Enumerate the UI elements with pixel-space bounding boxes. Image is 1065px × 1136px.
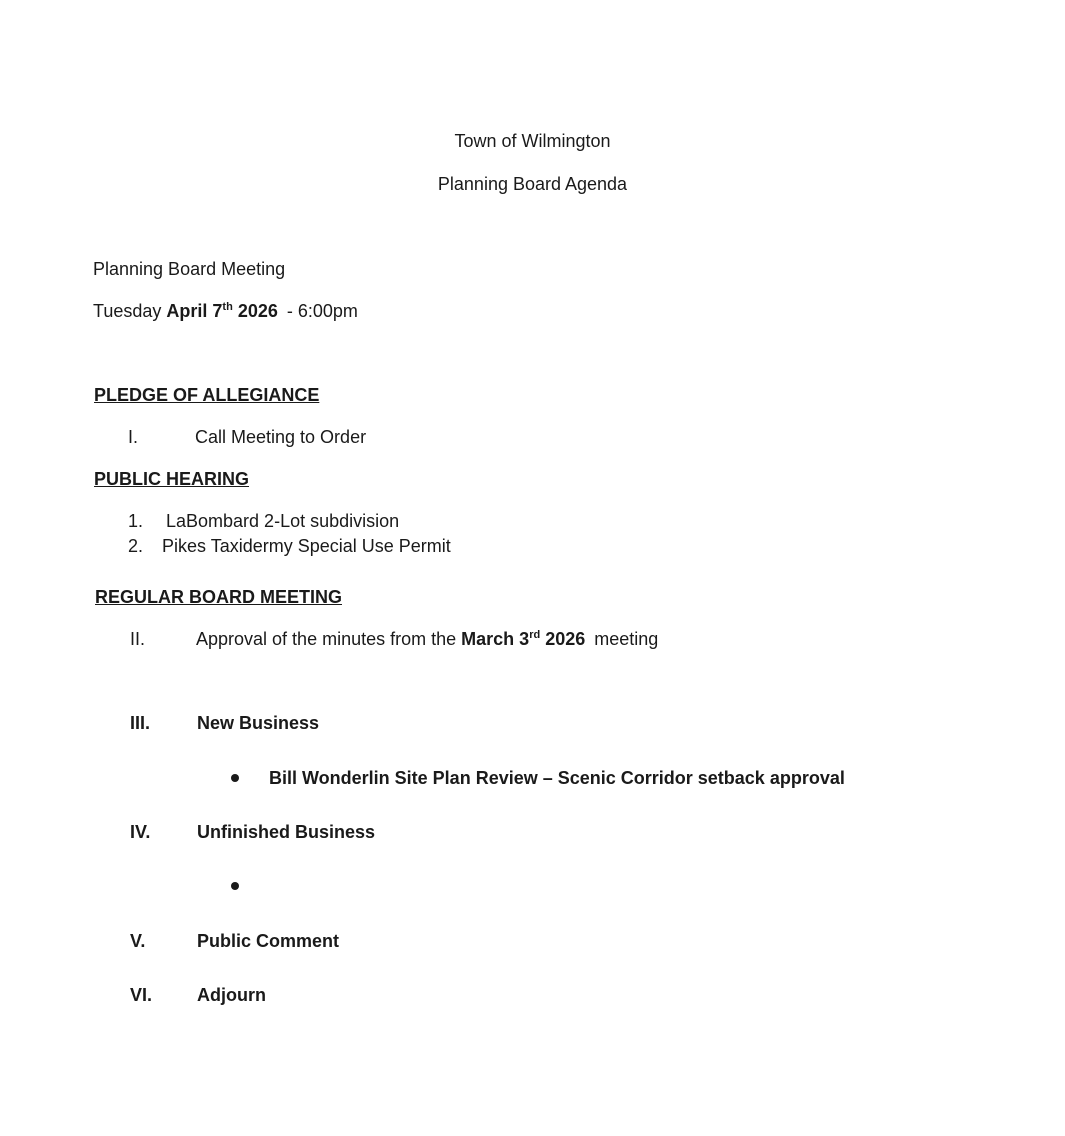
adjourn-numeral: VI. — [130, 985, 153, 1005]
pledge-item-numeral: I. — [128, 427, 139, 447]
unfinished-business-numeral: IV. — [130, 822, 151, 842]
new-business-label: New Business — [197, 713, 320, 733]
meeting-date: April 7th 2026 — [166, 301, 278, 321]
hearing-item-1-text: LaBombard 2-Lot subdivision — [166, 511, 400, 531]
town-title: Town of Wilmington — [454, 131, 611, 151]
new-business-bullet-text: Bill Wonderlin Site Plan Review – Scenic Corridor setback approval — [269, 768, 845, 788]
public-hearing-heading: PUBLIC HEARING — [94, 469, 250, 489]
public-comment-label: Public Comment — [197, 931, 340, 951]
hearing-item-2-text: Pikes Taxidermy Special Use Permit — [162, 536, 451, 556]
minutes-item: Approval of the minutes from the March 3rd 2026 meeting — [196, 629, 659, 649]
regular-meeting-heading: REGULAR BOARD MEETING — [95, 587, 342, 607]
hearing-item-1-num: 1. — [128, 511, 144, 531]
meeting-name: Planning Board Meeting — [93, 259, 286, 279]
agenda-title: Planning Board Agenda — [437, 174, 628, 194]
new-business-bullet — [231, 774, 239, 782]
new-business-numeral: III. — [130, 713, 151, 733]
pledge-item-text: Call Meeting to Order — [195, 427, 367, 447]
pledge-heading: PLEDGE OF ALLEGIANCE — [94, 385, 320, 405]
public-comment-numeral: V. — [130, 931, 146, 951]
adjourn-label: Adjourn — [197, 985, 266, 1005]
minutes-date: March 3rd 2026 — [461, 629, 586, 649]
minutes-numeral: II. — [130, 629, 146, 649]
meeting-day: Tuesday — [93, 301, 162, 321]
meeting-time: - 6:00pm — [286, 301, 358, 321]
hearing-item-2-num: 2. — [128, 536, 144, 556]
meeting-datetime — [93, 302, 358, 320]
unfinished-business-bullet — [231, 882, 239, 890]
unfinished-business-label: Unfinished Business — [197, 822, 376, 842]
